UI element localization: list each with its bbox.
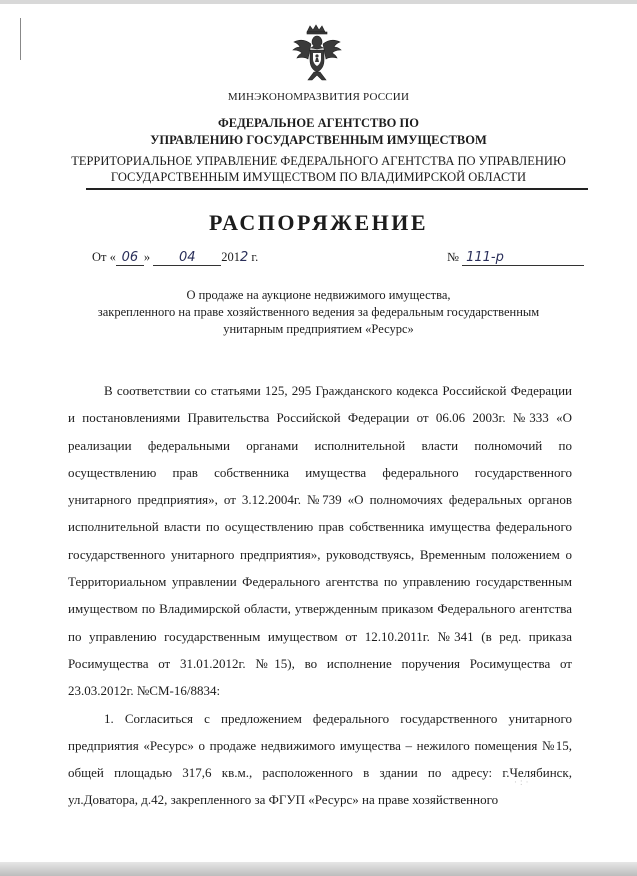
body-paragraph-2: 1. Согласиться с предложением федерального государственного унитарного предприятия «Ресурс» о продаже недвижимого имущества – нежилого помещения №15, общей площадью 317,6 кв.м., расположенного в здании по адресу: г.Челябинск, ул.Доватора, д.42, закрепленного за ФГУП «Ресурс» на праве хозяйственного [68, 710, 572, 808]
territorial-office-name [0, 153, 637, 185]
agency-name [0, 115, 637, 149]
territorial-office-line1: ТЕРРИТОРИАЛЬНОЕ УПРАВЛЕНИЕ ФЕДЕРАЛЬНОГО АГЕНТСТВА ПО УПРАВЛЕНИЮ [71, 154, 566, 168]
date-year-suffix: 2 [240, 250, 249, 265]
territorial-office-line2: ГОСУДАРСТВЕННЫМ ИМУЩЕСТВОМ ПО ВЛАДИМИРСКОЙ ОБЛАСТИ [110, 170, 527, 184]
number-value: 111-р [466, 250, 504, 265]
date-prefix: От « [92, 250, 116, 264]
scan-artifact-line [20, 18, 21, 60]
header-divider [86, 188, 588, 190]
agency-name-line1: ФЕДЕРАЛЬНОЕ АГЕНТСТВО ПО [218, 116, 419, 130]
date-day: 06 [121, 250, 139, 265]
document-title: РАСПОРЯЖЕНИЕ [208, 210, 429, 235]
scan-smudge: · : · [514, 778, 529, 788]
subject-line1: О продаже на аукционе недвижимого имущества, [186, 288, 451, 302]
document-date [92, 250, 258, 266]
scan-edge-top [0, 0, 637, 4]
number-prefix: № [447, 250, 459, 264]
date-day-blank [116, 250, 144, 266]
number-blank [462, 250, 584, 266]
scan-edge-bottom [0, 862, 637, 876]
russian-coat-of-arms-icon [285, 22, 349, 86]
document-body [68, 377, 572, 814]
date-month-blank [153, 250, 221, 266]
date-mid: » [143, 250, 151, 264]
document-number [447, 250, 584, 266]
date-year-prefix: 201 [221, 250, 240, 264]
date-suffix: г. [251, 250, 259, 264]
ministry-name: МИНЭКОНОМРАЗВИТИЯ РОССИИ [227, 91, 410, 103]
subject-line2: закрепленного на праве хозяйственного ведения за федеральным государственным [97, 305, 540, 319]
agency-name-line2: УПРАВЛЕНИЮ ГОСУДАРСТВЕННЫМ ИМУЩЕСТВОМ [150, 133, 487, 147]
subject-line3: унитарным предприятием «Ресурс» [223, 322, 414, 336]
date-month: 04 [178, 250, 196, 265]
document-subject [0, 287, 637, 338]
body-paragraph-1: В соответствии со статьями 125, 295 Гражданского кодекса Российской Федерации и постановлениями Правительства Российской Федерации от 06.06 2003г. №333 «О реализации федеральными органами исполнительной власти полномочий по осуществлению прав собственника имущества федерального государственного унитарного предприятия», от 3.12.2004г. №739 «О полномочиях федеральных органов исполнительной власти по осуществлению прав собственника имущества федерального государственного унитарного предприятия», руководствуясь, Временным положением о Территориальном управлении Федерального агентства по управлению государственным имуществом по Владимирской области, утвержденным приказом Федерального агентства по управлению государственным имуществом от 12.10.2011г. №341 (в ред. приказа Росимущества от 31.01.2012г. №15), во исполнение поручения Росимущества от 23.03.2012г. №СМ-16/8834: [68, 383, 572, 699]
